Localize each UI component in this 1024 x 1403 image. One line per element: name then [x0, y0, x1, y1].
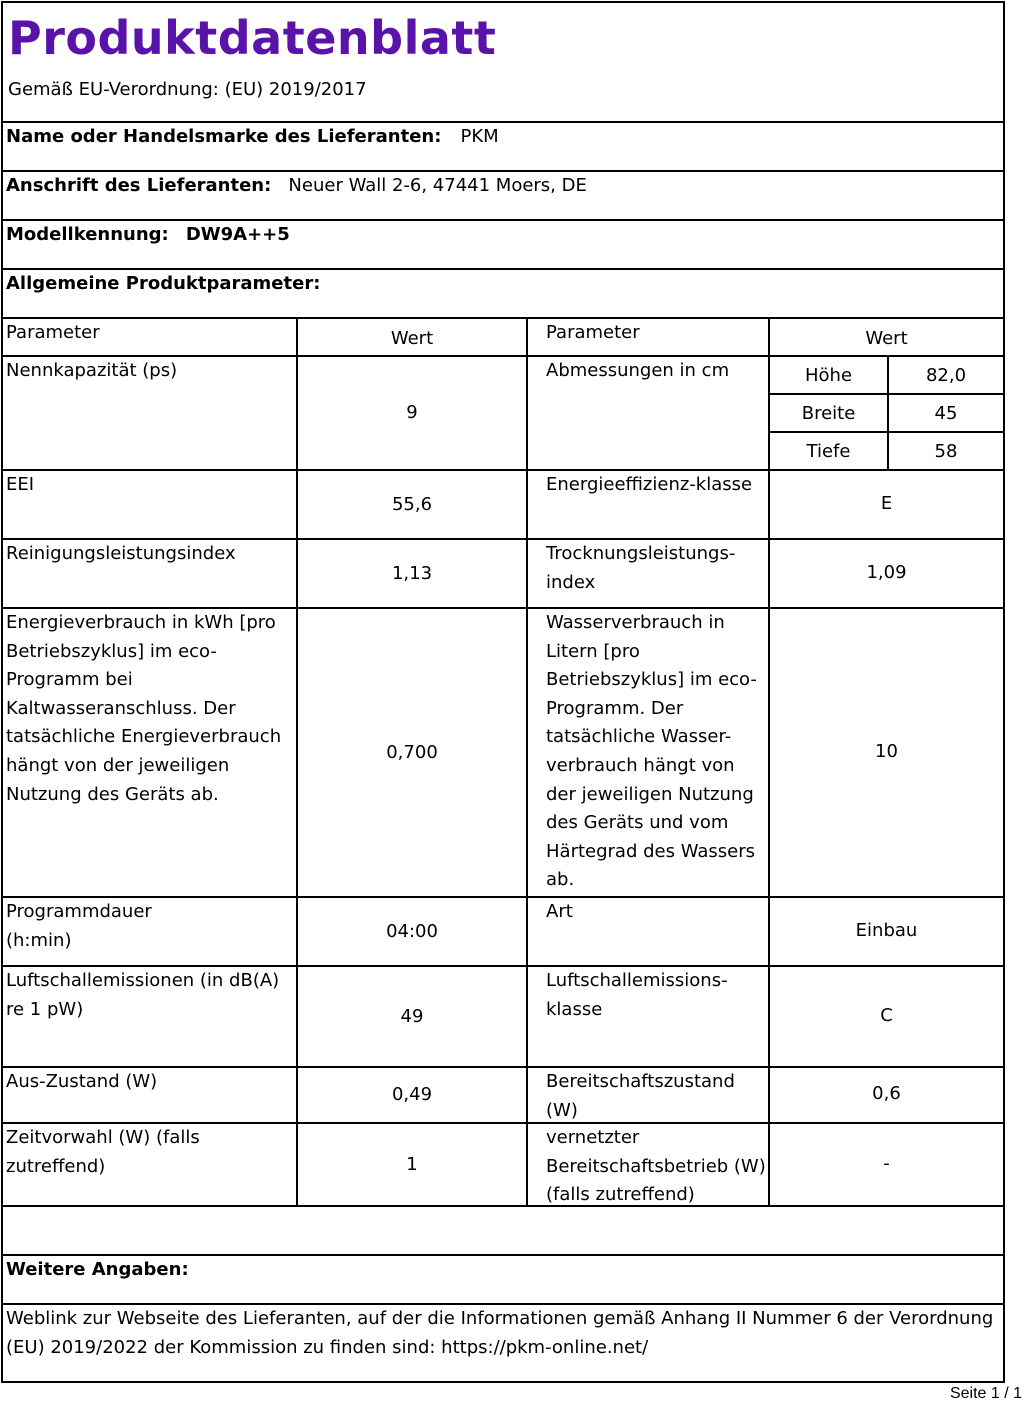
energy-class-label: Energieeffizienz-klasse: [546, 474, 753, 495]
water-consumption-label-line: tatsächliche Wasser-: [546, 726, 732, 748]
supplier-address-row: [6, 175, 587, 196]
networked-standby-label-line: (falls zutreffend): [546, 1184, 695, 1206]
energy-consumption-label-line: tatsächliche Energieverbrauch: [6, 726, 282, 748]
capacity-label: Nennkapazität (ps): [6, 360, 178, 381]
supplier-name-label: Name oder Handelsmarke des Lieferanten:: [6, 126, 442, 147]
divider: [3, 1205, 1003, 1207]
model-label: Modellkennung:: [6, 224, 169, 245]
divider: [3, 170, 1003, 172]
model-value: DW9A++5: [185, 224, 290, 245]
header-value-left: Wert: [390, 328, 434, 349]
supplier-name-value: PKM: [460, 126, 499, 147]
width-value: 45: [934, 403, 958, 424]
networked-standby-label: [546, 1124, 766, 1210]
standby-label-line: (W): [546, 1099, 578, 1121]
noise-class-value: C: [880, 1005, 893, 1026]
supplier-name-row: [6, 126, 499, 147]
noise-emission-label: [6, 967, 279, 1024]
off-mode-value: 0,49: [391, 1084, 433, 1105]
water-consumption-label-line: Litern [pro: [546, 640, 640, 662]
noise-class-label: [546, 967, 728, 1024]
energy-class-value: E: [880, 493, 893, 514]
program-duration-label-line: (h:min): [6, 929, 72, 951]
standby-label: [546, 1068, 735, 1125]
energy-consumption-label-line: Nutzung des Geräts ab.: [6, 783, 219, 805]
width-label: Breite: [801, 403, 856, 424]
noise-emission-label-line: re 1 pW): [6, 998, 84, 1020]
networked-standby-label-line: Bereitschaftsbetrieb (W): [546, 1155, 766, 1177]
water-consumption-label-line: verbrauch hängt von: [546, 754, 735, 776]
type-value: Einbau: [855, 920, 918, 941]
cleaning-index-label: Reinigungsleistungsindex: [6, 543, 236, 564]
divider: [3, 896, 1003, 898]
water-consumption-value: 10: [875, 741, 898, 762]
capacity-value: 9: [406, 402, 418, 423]
general-parameters-heading: Allgemeine Produktparameter:: [6, 273, 321, 294]
energy-consumption-label-line: hängt von der jeweiligen: [6, 754, 230, 776]
off-mode-label: Aus-Zustand (W): [6, 1071, 158, 1092]
delay-start-label-line: Zeitvorwahl (W) (falls: [6, 1127, 200, 1148]
height-value: 82,0: [925, 365, 967, 386]
delay-start-label-line: zutreffend): [6, 1155, 106, 1177]
energy-consumption-label-line: Betriebszyklus] im eco-: [6, 640, 217, 662]
drying-index-value: 1,09: [866, 562, 907, 583]
water-consumption-label-line: Betriebszyklus] im eco-: [546, 669, 757, 691]
divider: [3, 317, 1003, 319]
energy-consumption-label-line: Programm bei: [6, 669, 133, 691]
page-title: Produktdatenblatt: [8, 11, 497, 65]
regulation-subtitle: Gemäß EU-Verordnung: (EU) 2019/2017: [8, 79, 367, 100]
standby-value: 0,6: [872, 1083, 901, 1104]
water-consumption-label-line: Wasserverbrauch in: [546, 612, 725, 633]
divider: [3, 219, 1003, 221]
drying-index-label: [546, 540, 735, 597]
standby-label-line: Bereitschaftszustand: [546, 1071, 735, 1092]
noise-class-label-line: klasse: [546, 998, 603, 1020]
program-duration-label: [6, 898, 152, 955]
water-consumption-label-line: ab.: [546, 869, 575, 891]
divider: [3, 121, 1003, 123]
product-datasheet: [1, 1, 1005, 1383]
networked-standby-label-line: vernetzter: [546, 1127, 640, 1148]
supplier-address-value: Neuer Wall 2-6, 47441 Moers, DE: [288, 175, 587, 196]
energy-consumption-label-line: Kaltwasseranschluss. Der: [6, 697, 236, 719]
further-info-text: [6, 1305, 993, 1362]
divider: [3, 268, 1003, 270]
divider: [3, 469, 1003, 471]
water-consumption-label-line: des Geräts und vom: [546, 812, 729, 834]
water-consumption-label-line: Härtegrad des Wassers: [546, 840, 755, 862]
drying-index-label-line: Trocknungsleistungs-: [546, 543, 736, 564]
header-parameter-right: Parameter: [546, 322, 640, 343]
noise-emission-label-line: Luftschallemissionen (in dB(A): [6, 970, 280, 991]
program-duration-value: 04:00: [386, 921, 438, 942]
depth-label: Tiefe: [806, 441, 851, 462]
program-duration-label-line: Programmdauer: [6, 901, 152, 922]
eei-value: 55,6: [391, 494, 433, 515]
further-info-text-line: Weblink zur Webseite des Lieferanten, auf der die Informationen gemäß Anhang II Nummer 6 der Verordnung: [6, 1308, 994, 1329]
energy-consumption-label: [6, 609, 281, 809]
delay-start-label: [6, 1124, 200, 1181]
divider: [526, 317, 528, 1207]
header-parameter-left: Parameter: [6, 322, 100, 343]
divider: [768, 393, 1003, 395]
further-info-text-line: (EU) 2019/2022 der Kommission zu finden sind: https://pkm-online.net/: [6, 1336, 649, 1358]
supplier-address-label: Anschrift des Lieferanten:: [6, 175, 272, 196]
water-consumption-label-line: der jeweiligen Nutzung: [546, 783, 754, 805]
further-info-heading: Weitere Angaben:: [6, 1259, 189, 1280]
cleaning-index-value: 1,13: [391, 563, 433, 584]
water-consumption-label-line: Programm. Der: [546, 697, 684, 719]
noise-class-label-line: Luftschallemissions-: [546, 970, 728, 991]
depth-value: 58: [934, 441, 958, 462]
energy-consumption-value: 0,700: [386, 742, 438, 763]
header-value-right: Wert: [865, 328, 908, 349]
height-label: Höhe: [804, 365, 853, 386]
divider: [768, 431, 1003, 433]
divider: [3, 1254, 1003, 1256]
eei-label: EEI: [6, 474, 35, 495]
networked-standby-value: -: [883, 1153, 890, 1174]
type-label: Art: [546, 901, 573, 922]
drying-index-label-line: index: [546, 571, 596, 593]
noise-emission-value: 49: [400, 1006, 424, 1027]
dimensions-label: Abmessungen in cm: [546, 360, 730, 381]
page-number: Seite 1 / 1: [949, 1385, 1022, 1402]
energy-consumption-label-line: Energieverbrauch in kWh [pro: [6, 612, 276, 633]
delay-start-value: 1: [406, 1154, 418, 1175]
model-row: [6, 224, 290, 245]
water-consumption-label: [546, 609, 757, 895]
